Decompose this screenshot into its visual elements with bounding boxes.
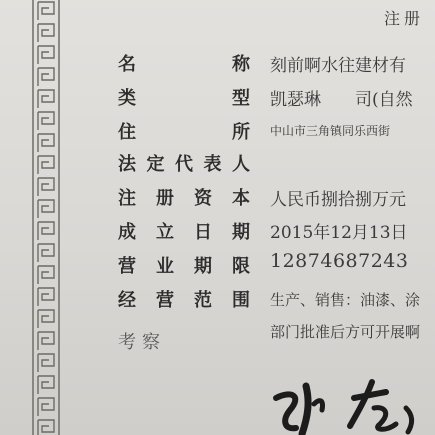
field-value-date: 2015年12月13日 (270, 223, 408, 243)
field-label-term: 营业期限 (118, 256, 250, 277)
field-label-capital: 注册资本 (118, 188, 250, 209)
field-label-scope: 经营范围 (118, 290, 250, 311)
field-value-address: 中山市三角镇同乐西街 (270, 124, 391, 138)
register-mark: 注册 (384, 9, 425, 28)
field-value-capital: 人民币捌拾捌万元 (270, 190, 406, 210)
field-label-inspection: 考察 (118, 332, 166, 353)
field-value-inspection: 部门批准后方可开展啊 (270, 323, 421, 341)
field-value-name: 刻前啊水往建材有 (270, 56, 406, 76)
field-label-type: 类型 (118, 88, 250, 109)
signature-icon (262, 368, 435, 435)
field-value-scope: 生产、销售：油漆、涂 (270, 291, 421, 309)
field-value-type: 凯瑟琳 司(自然 (270, 90, 413, 110)
field-label-date: 成立日期 (118, 222, 250, 243)
field-label-representative: 法定代表人 (118, 154, 250, 175)
field-label-address: 住所 (118, 122, 250, 143)
field-value-term: 12874687243 (270, 250, 409, 272)
field-label-name: 名称 (118, 54, 250, 75)
decorative-border-icon (30, 0, 62, 435)
